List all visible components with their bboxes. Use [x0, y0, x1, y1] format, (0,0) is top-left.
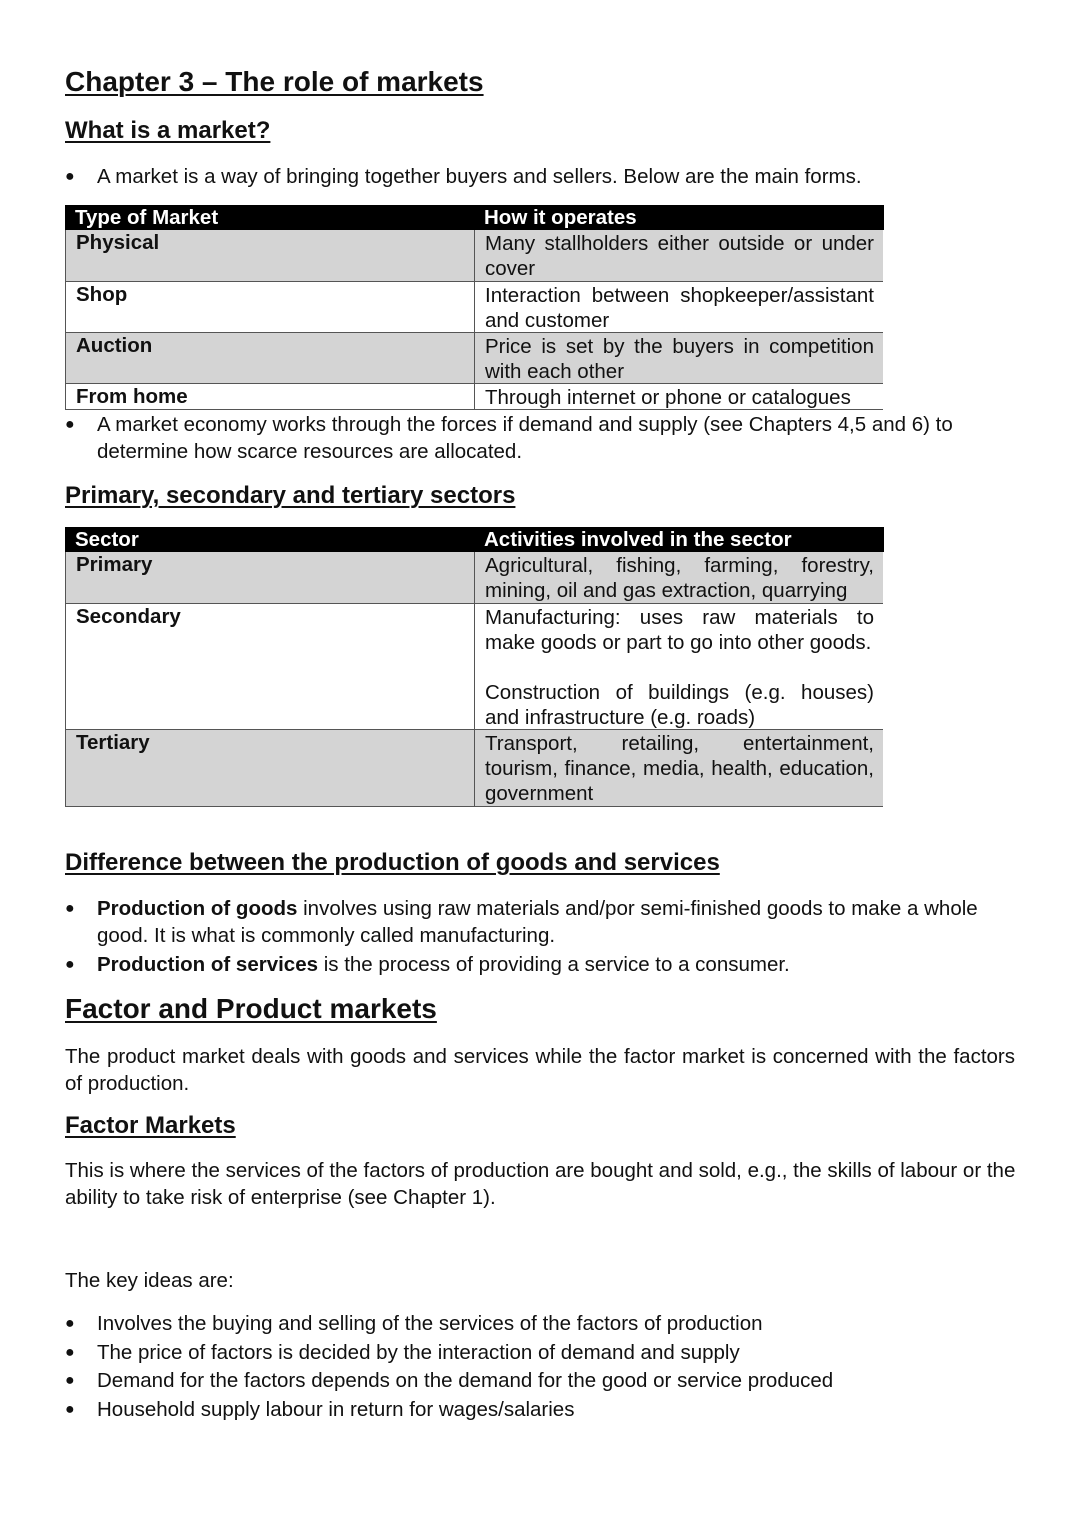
bullet-icon: ●: [65, 1401, 75, 1418]
list-item: [65, 1367, 1020, 1394]
cell-activities: Transport, retailing, entertainment, tourism, finance, media, health, education, government: [485, 732, 874, 805]
column-header-sector: Sector: [75, 528, 139, 551]
bullet-icon: ●: [65, 1344, 75, 1361]
paragraph-factor-markets: This is where the services of the factors of production are bought and sold, e.g., the skills of labour or the ability to take risk of enterprise (see Chapter 1).: [65, 1159, 1016, 1209]
bullet-text: The price of factors is decided by the interaction of demand and supply: [97, 1341, 740, 1364]
table-row: [65, 552, 883, 604]
bold-term: Production of services: [97, 953, 319, 976]
list-item: [65, 1310, 1020, 1337]
cell-how-it-operates: Many stallholders either outside or under cover: [485, 232, 874, 280]
cell-market-type: From home: [76, 385, 188, 408]
cell-sector: Secondary: [76, 605, 181, 628]
table-row: [65, 730, 883, 807]
cell-how-it-operates: Price is set by the buyers in competition with each other: [485, 335, 874, 383]
column-header-type: Type of Market: [75, 206, 219, 229]
bullet-text: A market economy works through the forces if demand and supply (see Chapters 4,5 and 6) to determine how scarce resources are allocated.: [97, 413, 953, 463]
bullet-text: Involves the buying and selling of the services of the factors of production: [97, 1312, 763, 1335]
cell-sector: Tertiary: [76, 731, 150, 754]
section-heading-factor-product: Factor and Product markets: [65, 993, 437, 1024]
bold-term: Production of goods: [97, 897, 298, 920]
cell-market-type: Auction: [76, 334, 153, 357]
paragraph-factor-product: The product market deals with goods and services while the factor market is concerned with the factors of production.: [65, 1045, 1015, 1095]
section-heading-what-is-market: What is a market?: [65, 117, 271, 144]
bullet-rest: is the process of providing a service to a consumer.: [318, 953, 790, 976]
cell-how-it-operates: Through internet or phone or catalogues: [485, 386, 851, 409]
table-row: [65, 384, 883, 410]
bullet-icon: ●: [65, 168, 75, 185]
table-row: [65, 604, 883, 730]
bullet-icon: ●: [65, 1372, 75, 1389]
section-heading-sectors: Primary, secondary and tertiary sectors: [65, 482, 516, 509]
cell-market-type: Shop: [76, 283, 128, 306]
bullet-icon: ●: [65, 416, 75, 433]
cell-how-it-operates: Interaction between shopkeeper/assistant and customer: [485, 284, 874, 332]
table-header: [65, 205, 884, 230]
chapter-title: Chapter 3 – The role of markets: [65, 66, 484, 97]
list-item: [65, 411, 1020, 467]
table-row: [65, 333, 883, 384]
bullet-icon: ●: [65, 1315, 75, 1332]
bullet-icon: ●: [65, 956, 75, 973]
bullet-icon: ●: [65, 900, 75, 917]
column-header-activities: Activities involved in the sector: [484, 528, 792, 551]
bullet-text: [97, 951, 790, 978]
bullet-text: A market is a way of bringing together buyers and sellers. Below are the main forms.: [97, 165, 862, 188]
section-heading-goods-services: Difference between the production of goods and services: [65, 849, 720, 876]
table-row: [65, 230, 883, 282]
key-ideas-intro: The key ideas are:: [65, 1269, 234, 1292]
cell-market-type: Physical: [76, 231, 160, 254]
table-row: [65, 282, 883, 333]
list-item: [65, 895, 1020, 951]
cell-activities: Agricultural, fishing, farming, forestry, mining, oil and gas extraction, quarrying: [485, 554, 874, 602]
list-item: [65, 1339, 1020, 1366]
market-types-table: [65, 205, 884, 410]
bullet-text: Demand for the factors depends on the demand for the good or service produced: [97, 1369, 834, 1392]
bullet-rest: involves using raw materials and/por semi-finished goods to make a whole good. It is what is commonly called manufacturing.: [97, 897, 978, 947]
section-heading-factor-markets: Factor Markets: [65, 1112, 236, 1139]
list-item: [65, 163, 1025, 190]
list-item: [65, 1396, 1020, 1423]
bullet-text: Household supply labour in return for wages/salaries: [97, 1398, 575, 1421]
cell-activities-manufacturing: Manufacturing: uses raw materials to make goods or part to go into other goods.: [485, 606, 874, 654]
cell-activities-construction: Construction of buildings (e.g. houses) and infrastructure (e.g. roads): [485, 681, 874, 729]
column-header-how: How it operates: [484, 206, 637, 229]
table-header: [65, 527, 884, 552]
sectors-table: [65, 527, 884, 807]
cell-sector: Primary: [76, 553, 153, 576]
list-item: [65, 951, 1020, 978]
bullet-text: [97, 895, 1017, 949]
